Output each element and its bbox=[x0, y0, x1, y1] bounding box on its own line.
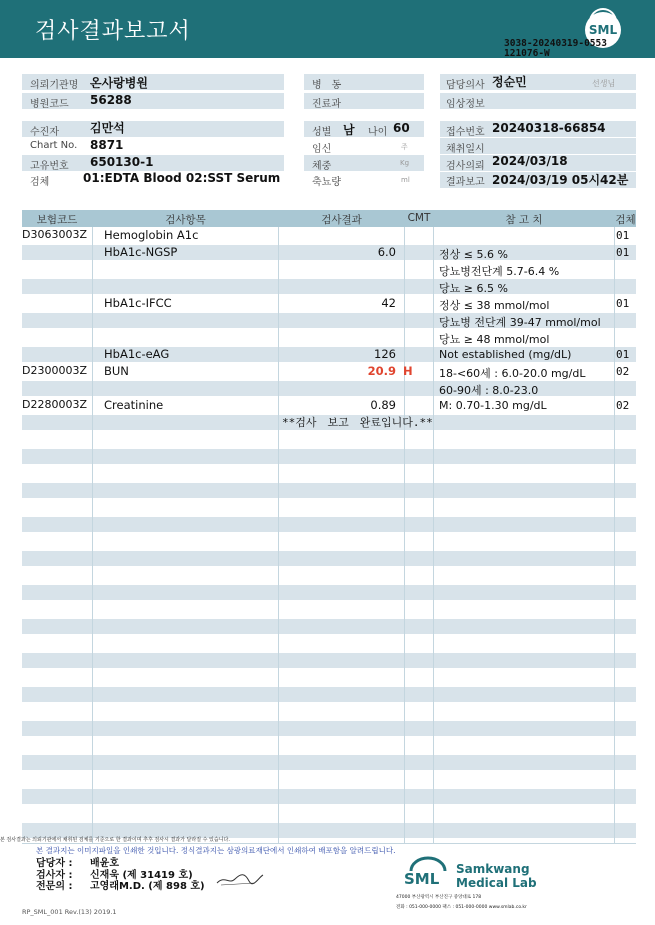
row-result: 6.0 bbox=[377, 245, 396, 259]
table-stripe bbox=[22, 585, 636, 600]
org-name-line2: Medical Lab bbox=[456, 876, 537, 890]
clinical-info-label: 임상정보 bbox=[446, 99, 485, 110]
row-reference: 당뇨 ≥ 6.5 % bbox=[439, 282, 508, 295]
column-divider bbox=[433, 227, 434, 843]
report-date-value: 2024/03/19 05시42분 bbox=[492, 173, 629, 187]
row-specimen: 01 bbox=[616, 297, 630, 310]
table-stripe bbox=[22, 381, 636, 396]
id-label: 고유번호 bbox=[30, 161, 69, 172]
row-test-name: BUN bbox=[104, 364, 129, 378]
age-value: 60 bbox=[393, 121, 410, 135]
column-divider bbox=[278, 227, 279, 843]
specimen-label: 검체 bbox=[30, 177, 50, 188]
clinic-value: 온사랑병원 bbox=[90, 76, 148, 90]
weight-unit: Kg bbox=[400, 159, 410, 167]
row-reference: M: 0.70-1.30 mg/dL bbox=[439, 399, 547, 412]
sex-value: 남 bbox=[343, 123, 355, 137]
row-reference: 정상 ≤ 38 mmol/mol bbox=[439, 299, 550, 312]
report-sub-number: 121076-W bbox=[504, 48, 550, 59]
row-reference: 당뇨병전단계 5.7-6.4 % bbox=[439, 265, 560, 278]
info-band bbox=[22, 121, 284, 137]
table-stripe bbox=[22, 755, 636, 770]
specialist-value: 고영래M.D. (제 898 호) bbox=[90, 881, 205, 892]
row-specimen: 01 bbox=[616, 229, 630, 242]
report-complete-note: **검사 보고 완료입니다.** bbox=[282, 416, 433, 429]
row-test-name: HbA1c-NGSP bbox=[104, 245, 178, 259]
row-reference: 당뇨 ≥ 48 mmol/mol bbox=[439, 333, 550, 346]
report-title: 검사결과보고서 bbox=[35, 19, 191, 44]
row-code: D3063003Z bbox=[22, 228, 87, 241]
pregnancy-label: 임신 bbox=[312, 144, 332, 155]
receipt-label: 접수번호 bbox=[446, 127, 485, 138]
row-result: 126 bbox=[374, 347, 396, 361]
table-stripe bbox=[22, 279, 636, 294]
column-divider bbox=[614, 227, 615, 843]
row-specimen: 02 bbox=[616, 399, 630, 412]
row-test-name: HbA1c-eAG bbox=[104, 347, 170, 361]
hospital-code-label: 병원코드 bbox=[30, 99, 69, 110]
table-stripe bbox=[22, 551, 636, 566]
row-test-name: Hemoglobin A1c bbox=[104, 228, 199, 242]
form-id: RP_SML_001 Rev.(13) 2019.1 bbox=[22, 908, 117, 916]
table-bottom-line bbox=[22, 843, 636, 844]
table-stripe bbox=[22, 653, 636, 668]
urine-unit: ml bbox=[401, 176, 410, 184]
chart-value: 8871 bbox=[90, 138, 124, 152]
sml-footer-logo-text: SML bbox=[404, 870, 440, 888]
row-reference: 18-<60세 : 6.0-20.0 mg/dL bbox=[439, 367, 586, 380]
staff-label: 담당자 : bbox=[36, 858, 73, 869]
column-divider bbox=[92, 227, 93, 843]
doctor-value: 정순민 bbox=[492, 75, 527, 89]
table-stripe bbox=[22, 619, 636, 634]
doctor-label: 담당의사 bbox=[446, 80, 485, 91]
table-stripe bbox=[22, 789, 636, 804]
table-stripe bbox=[22, 483, 636, 498]
table-stripe bbox=[22, 517, 636, 532]
sex-label: 성별 bbox=[312, 127, 332, 138]
th-result: 검사결과 bbox=[321, 214, 362, 226]
org-address: 47000 부산광역시 부산진구 중앙대로 178 bbox=[396, 895, 482, 900]
request-label: 검사의뢰 bbox=[446, 161, 485, 172]
th-item: 검사항목 bbox=[165, 214, 206, 226]
report-header bbox=[0, 0, 655, 58]
row-result: 0.89 bbox=[370, 398, 396, 412]
doctor-suffix: 선생님 bbox=[592, 79, 616, 88]
table-stripe bbox=[22, 721, 636, 736]
table-stripe bbox=[22, 687, 636, 702]
row-specimen: 02 bbox=[616, 365, 630, 378]
th-cmt: CMT bbox=[407, 212, 431, 224]
row-specimen: 01 bbox=[616, 348, 630, 361]
signature-icon bbox=[215, 869, 265, 889]
org-phone: 전화 : 051-000-0000 팩스 : 051-000-0000 www.smlab.co.kr bbox=[396, 905, 527, 910]
print-notice: 본 결과지는 이미지파일을 인쇄한 것입니다. 정식결과지는 삼광의료재단에서 인쇄하여 배포함을 알려드립니다. bbox=[36, 846, 396, 855]
row-test-name: HbA1c-IFCC bbox=[104, 296, 172, 310]
row-code: D2300003Z bbox=[22, 364, 87, 377]
specimen-value: 01:EDTA Blood 02:SST Serum bbox=[83, 171, 281, 185]
dept-label: 진료과 bbox=[312, 99, 341, 110]
sml-logo-icon: SML bbox=[585, 12, 621, 48]
row-specimen: 01 bbox=[616, 246, 630, 259]
org-name-line1: Samkwang bbox=[456, 862, 530, 876]
id-value: 650130-1 bbox=[90, 155, 154, 169]
tester-label: 검사자 : bbox=[36, 870, 73, 881]
hospital-code-value: 56288 bbox=[90, 93, 132, 107]
th-reference: 참 고 치 bbox=[505, 214, 543, 226]
collect-label: 채취일시 bbox=[446, 144, 485, 155]
row-test-name: Creatinine bbox=[104, 398, 164, 412]
row-reference: 정상 ≤ 5.6 % bbox=[439, 248, 508, 261]
ward-label: 병 동 bbox=[312, 80, 342, 91]
chart-label: Chart No. bbox=[30, 140, 78, 151]
disclaimer-note: 본 검사결과는 의뢰기관에서 채취된 검체를 기준으로 한 결과이며 추후 검사시 결과가 달라질 수 있습니다. bbox=[0, 837, 230, 843]
pregnancy-unit: 주 bbox=[401, 143, 408, 151]
row-result: 42 bbox=[381, 296, 396, 310]
specialist-label: 전문의 : bbox=[36, 881, 73, 892]
row-reference: 당뇨병 전단계 39-47 mmol/mol bbox=[439, 316, 601, 329]
column-divider bbox=[404, 227, 405, 843]
row-code: D2280003Z bbox=[22, 398, 87, 411]
row-reference: Not established (mg/dL) bbox=[439, 348, 572, 361]
row-flag-high: H bbox=[403, 364, 413, 378]
clinic-label: 의뢰기관명 bbox=[30, 80, 79, 91]
request-value: 2024/03/18 bbox=[492, 154, 568, 168]
receipt-value: 20240318-66854 bbox=[492, 121, 606, 135]
table-stripe bbox=[22, 449, 636, 464]
th-specimen: 검체 bbox=[615, 214, 636, 226]
th-code: 보험코드 bbox=[36, 214, 78, 226]
age-label: 나이 bbox=[368, 127, 388, 138]
urine-label: 축뇨량 bbox=[312, 177, 341, 188]
report-number: 3038-20240319-0553 bbox=[504, 38, 607, 49]
row-result-high: 20.9 bbox=[367, 364, 396, 378]
patient-value: 김만석 bbox=[90, 121, 125, 135]
row-reference: 60-90세 : 8.0-23.0 bbox=[439, 384, 539, 397]
staff-value: 배윤호 bbox=[90, 858, 119, 869]
weight-label: 체중 bbox=[312, 161, 332, 172]
report-date-label: 결과보고 bbox=[446, 177, 485, 188]
tester-value: 신재욱 (제 31419 호) bbox=[90, 870, 193, 881]
patient-label: 수진자 bbox=[30, 127, 59, 138]
